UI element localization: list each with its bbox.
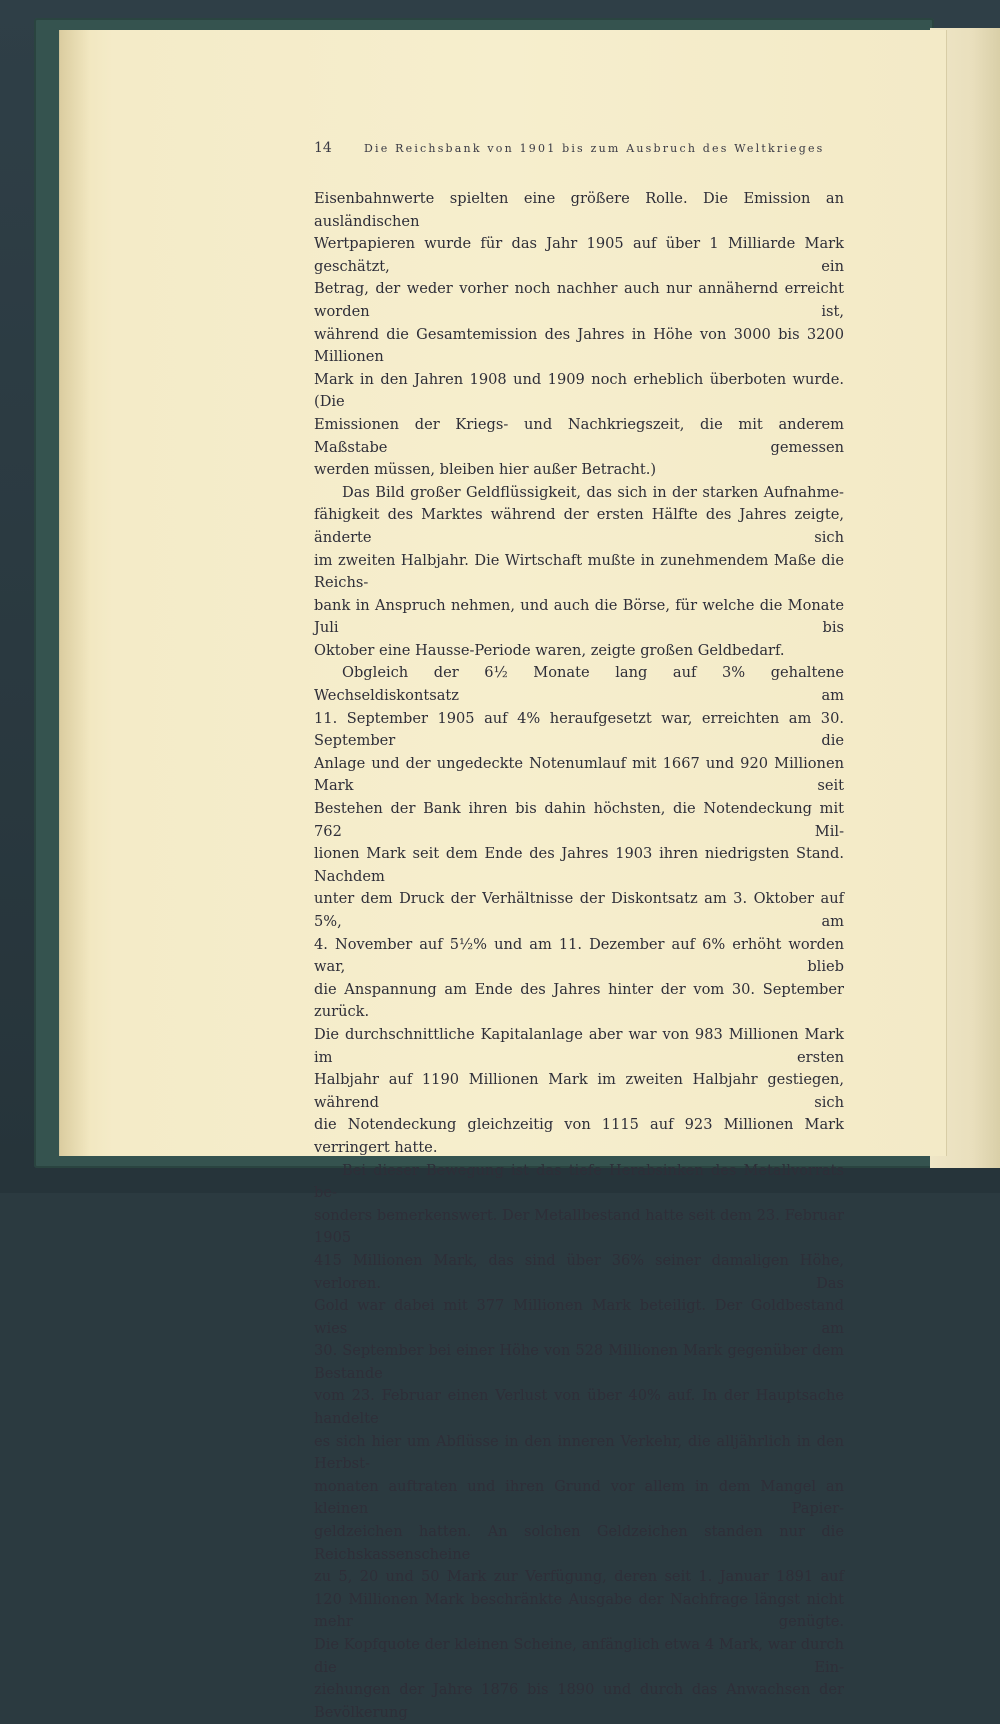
text-line: Die Kopfquote der kleinen Scheine, anfänglich etwa 4 Mark, war durch die Ein- xyxy=(314,1636,844,1676)
text-line: unter dem Druck der Verhältnisse der Diskontsatz am 3. Oktober auf 5%, am xyxy=(314,890,844,930)
gutter-shadow xyxy=(60,30,90,1156)
text-line: werden müssen, bleiben hier außer Betracht.) xyxy=(314,461,657,479)
text-line: Wertpapieren wurde für das Jahr 1905 auf über 1 Milliarde Mark geschätzt, ein xyxy=(314,235,844,275)
text-line: Emissionen der Kriegs- und Nachkriegszeit, die mit anderem Maßstabe gemessen xyxy=(314,415,844,456)
text-line: Obgleich der 6½ Monate lang auf 3% gehaltene Wechseldiskontsatz am xyxy=(314,664,844,705)
text-line: Gold war dabei mit 377 Millionen Mark beteiligt. Der Goldbestand wies am xyxy=(314,1297,844,1337)
text-line: monaten auftraten und ihren Grund vor allem in dem Mangel an kleinen Papier- xyxy=(314,1477,844,1518)
text-line: ziehungen der Jahre 1876 bis 1890 und durch das Anwachsen der Bevölkerung xyxy=(314,1681,844,1721)
text-line: Das Bild großer Geldflüssigkeit, das sich in der starken Aufnahme- xyxy=(342,483,844,501)
text-line: Mark in den Jahren 1908 und 1909 noch erheblich überboten wurde. (Die xyxy=(314,370,844,411)
text-line: die Anspannung am Ende des Jahres hinter der vom 30. September zurück. xyxy=(314,980,844,1021)
text-line: bank in Anspruch nehmen, und auch die Börse, für welche die Monate Juli bis xyxy=(314,596,844,637)
running-title: Die Reichsbank von 1901 bis zum Ausbruch des Weltkrieges xyxy=(364,142,825,155)
text-line: 120 Millionen Mark beschränkte Ausgabe der Nachfrage längst nicht mehr genügte. xyxy=(314,1590,844,1631)
text-line: fähigkeit des Marktes während der ersten Hälfte des Jahres zeigte, änderte sich xyxy=(314,506,844,546)
text-line: vom 23. Februar einen Verlust von über 40% auf. In der Hauptsache handelte xyxy=(314,1387,844,1428)
text-line: im zweiten Halbjahr. Die Wirtschaft mußte in zunehmendem Maße die Reichs- xyxy=(314,551,844,592)
text-line: lionen Mark seit dem Ende des Jahres 1903 ihren niedrigsten Stand. Nachdem xyxy=(314,845,844,885)
text-line: während die Gesamtemission des Jahres in Höhe von 3000 bis 3200 Millionen xyxy=(314,325,844,366)
text-line: Anlage und der ungedeckte Notenumlauf mit 1667 und 920 Millionen Mark seit xyxy=(314,754,844,795)
text-line: zu 5, 20 und 50 Mark zur Verfügung, deren seit 1. Januar 1891 auf xyxy=(314,1568,844,1586)
text-line: 11. September 1905 auf 4% heraufgesetzt war, erreichten am 30. September die xyxy=(314,709,844,750)
body-text xyxy=(314,188,844,1724)
running-header xyxy=(314,138,834,158)
text-line: Bestehen der Bank ihren bis dahin höchsten, die Notendeckung mit 762 Mil- xyxy=(314,800,844,840)
text-line: 30. September bei einer Höhe von 528 Millionen Mark gegenüber dem Bestande xyxy=(314,1342,844,1382)
text-line: geldzeichen hatten. An solchen Geldzeichen standen nur die Reichskassenscheine xyxy=(314,1523,844,1563)
text-line: Die durchschnittliche Kapitalanlage aber war von 983 Millionen Mark im ersten xyxy=(314,1025,844,1066)
text-line: sonders bemerkenswert. Der Metallbestand hatte seit dem 23. Februar 1905 xyxy=(314,1206,844,1247)
text-line: Bei dieser Bewegung ist das tiefe Herabsinken des Metallvorrats be- xyxy=(314,1161,844,1202)
text-line: es sich hier um Abflüsse in den inneren Verkehr, die alljährlich in den Herbst- xyxy=(314,1432,844,1473)
text-line: 415 Millionen Mark, das sind über 36% seiner damaligen Höhe, verloren. Das xyxy=(314,1251,844,1292)
page-number: 14 xyxy=(314,140,332,156)
text-line: 4. November auf 5½% und am 11. Dezember auf 6% erhöht worden war, blieb xyxy=(314,935,844,976)
text-line: Eisenbahnwerte spielten eine größere Rolle. Die Emission an ausländischen xyxy=(314,190,844,230)
text-line: Oktober eine Hausse-Periode waren, zeigte großen Geldbedarf. xyxy=(314,641,785,659)
text-line: die Notendeckung gleichzeitig von 1115 auf 923 Millionen Mark verringert hatte. xyxy=(314,1116,844,1156)
text-line: Betrag, der weder vorher noch nachher auch nur annähernd erreicht worden ist, xyxy=(314,280,844,320)
text-line: Halbjahr auf 1190 Millionen Mark im zweiten Halbjahr gestiegen, während sich xyxy=(314,1071,844,1111)
